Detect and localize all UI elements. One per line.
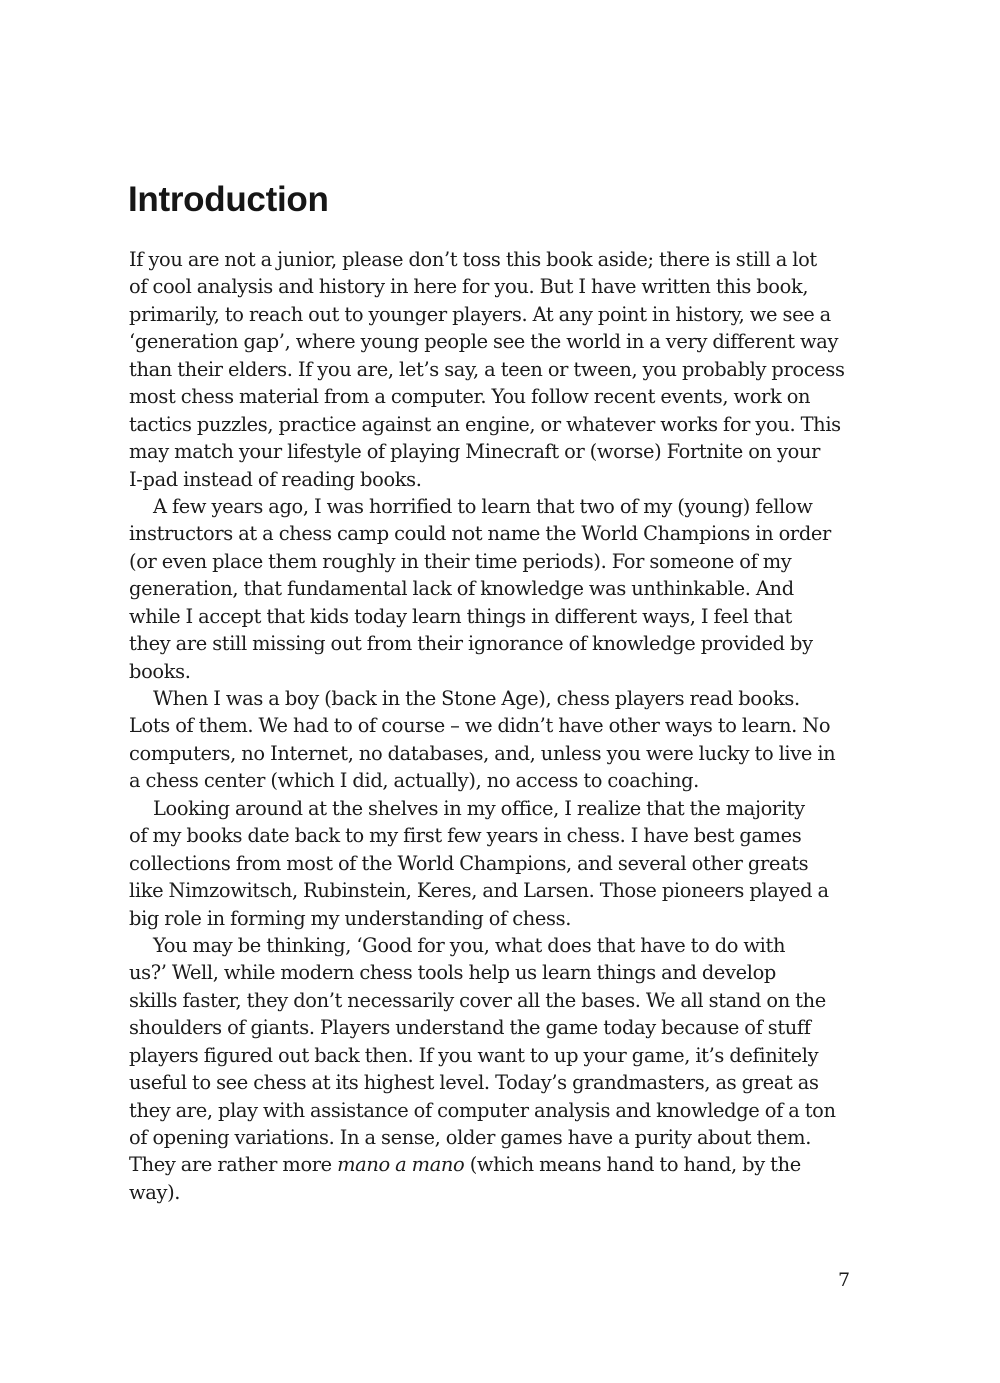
text-line: Lots of them. We had to of course – we didn’t have other ways to learn. No (129, 714, 831, 738)
paragraph (129, 932, 864, 1206)
text-line: If you are not a junior, please don’t toss this book aside; there is still a lot (129, 248, 817, 271)
text-line: may match your lifestyle of playing Minecraft or (worse) Fortnite on your (129, 440, 820, 464)
text-line: while I accept that kids today learn things in different ways, I feel that (129, 604, 792, 628)
text-line: than their elders. If you are, let’s say, a teen or tween, you probably process (129, 357, 845, 381)
text-line-with-italic (129, 1151, 864, 1178)
text-line: ‘generation gap’, where young people see the world in a very different way (129, 330, 839, 354)
text-line: When I was a boy (back in the Stone Age), chess players read books. (153, 687, 800, 710)
text-line: useful to see chess at its highest level. Today’s grandmasters, as great as (129, 1071, 819, 1095)
text-line: they are, play with assistance of computer analysis and knowledge of a ton (129, 1098, 836, 1122)
text-line: (or even place them roughly in their time periods). For someone of my (129, 549, 792, 573)
text-line: they are still missing out from their ignorance of knowledge provided by (129, 632, 813, 656)
text-line: Looking around at the shelves in my office, I realize that the majority (153, 796, 805, 820)
text-line: generation, that fundamental lack of knowledge was unthinkable. And (129, 577, 794, 601)
text-line: most chess material from a computer. You follow recent events, work on (129, 385, 811, 409)
text-line: A few years ago, I was horrified to learn that two of my (young) fellow (153, 494, 813, 518)
text-line: big role in forming my understanding of chess. (129, 906, 572, 930)
italic-phrase: mano a mano (337, 1153, 465, 1177)
text-line: of opening variations. In a sense, older games have a purity about them. (129, 1126, 812, 1149)
text-line: collections from most of the World Champions, and several other greats (129, 851, 809, 875)
text-line: way). (129, 1180, 181, 1204)
text-line: instructors at a chess camp could not name the World Champions in order (129, 522, 831, 546)
text-line: like Nimzowitsch, Rubinstein, Keres, and Larsen. Those pioneers played a (129, 879, 829, 903)
text-line: books. (129, 659, 191, 683)
paragraph (129, 246, 864, 493)
text-line: primarily, to reach out to younger players. At any point in history, we see a (129, 302, 831, 326)
text-line: shoulders of giants. Players understand the game today because of stuff (129, 1016, 811, 1040)
text-run: They are rather more (129, 1153, 338, 1177)
text-line: You may be thinking, ‘Good for you, what does that have to do with (153, 933, 786, 957)
text-line: skills faster, they don’t necessarily cover all the bases. We all stand on the (129, 988, 826, 1012)
text-line: us?’ Well, while modern chess tools help us learn things and develop (129, 961, 776, 985)
text-line: computers, no Internet, no databases, and, unless you were lucky to live in (129, 741, 836, 765)
text-run: (which means hand to hand, by the (464, 1153, 801, 1177)
chapter-heading: Introduction (128, 180, 329, 219)
page-number: 7 (838, 1269, 851, 1291)
paragraph (129, 493, 864, 685)
paragraph (129, 795, 864, 932)
text-line: of my books date back to my first few years in chess. I have best games (129, 824, 802, 848)
text-line: of cool analysis and history in here for you. But I have written this book, (129, 275, 809, 299)
paragraph (129, 685, 864, 795)
text-line: tactics puzzles, practice against an engine, or whatever works for you. This (129, 412, 841, 436)
text-line: a chess center (which I did, actually), no access to coaching. (129, 769, 699, 793)
body-text (129, 246, 864, 1206)
text-line: players figured out back then. If you want to up your game, it’s definitely (129, 1043, 819, 1067)
text-line: I-pad instead of reading books. (129, 467, 422, 491)
